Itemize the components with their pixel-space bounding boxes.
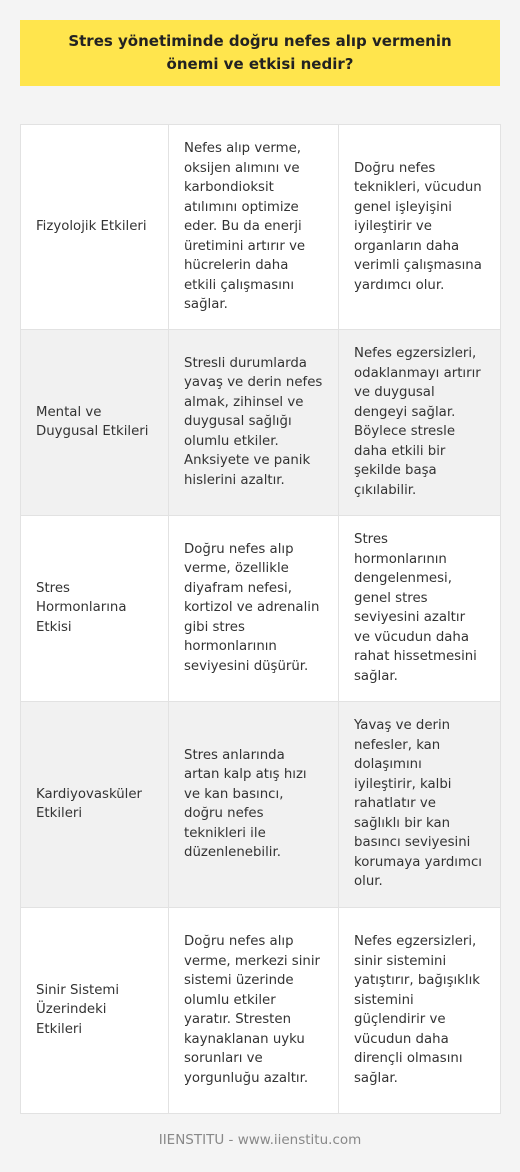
row-label: Sinir Sistemi Üzerindeki Etkileri — [21, 907, 169, 1113]
row-cell: Nefes egzersizleri, odaklanmayı artırır ve duygusal dengeyi sağlar. Böylece stresle daha etkili bir şekilde başa çıkılabilir. — [339, 329, 501, 515]
table-row — [21, 329, 501, 515]
row-cell: Doğru nefes teknikleri, vücudun genel işleyişini iyileştirir ve organların daha verimli çalışmasına yardımcı olur. — [339, 125, 501, 330]
info-table — [20, 124, 501, 1114]
table-row — [21, 907, 501, 1113]
title-banner — [20, 20, 500, 86]
table-row — [21, 125, 501, 330]
row-label: Kardiyovasküler Etkileri — [21, 701, 169, 907]
row-cell: Doğru nefes alıp verme, merkezi sinir sistemi üzerinde olumlu etkiler yaratır. Stresten kaynaklanan uyku sorunları ve yorgunluğu azaltır. — [169, 907, 339, 1113]
table-row — [21, 701, 501, 907]
row-cell: Nefes alıp verme, oksijen alımını ve karbondioksit atılımını optimize eder. Bu da enerji üretimini artırır ve hücrelerin daha etkili çalışmasını sağlar. — [169, 125, 339, 330]
row-cell: Stres hormonlarının dengelenmesi, genel stres seviyesini azaltır ve vücudun daha rahat hissetmesini sağlar. — [339, 515, 501, 701]
page-title: Stres yönetiminde doğru nefes alıp vermenin önemi ve etkisi nedir? — [68, 32, 452, 73]
row-cell: Stresli durumlarda yavaş ve derin nefes almak, zihinsel ve duygusal sağlığı olumlu etkiler. Anksiyete ve panik hislerini azaltır. — [169, 329, 339, 515]
row-label: Stres Hormonlarına Etkisi — [21, 515, 169, 701]
row-cell: Doğru nefes alıp verme, özellikle diyafram nefesi, kortizol ve adrenalin gibi stres hormonlarının seviyesini düşürür. — [169, 515, 339, 701]
footer-text: IIENSTITU - www.iienstitu.com — [158, 1132, 362, 1148]
row-cell: Yavaş ve derin nefesler, kan dolaşımını iyileştirir, kalbi rahatlatır ve sağlıklı bir kan basıncı seviyesini korumaya yardımcı olur. — [339, 701, 501, 907]
table-row — [21, 515, 501, 701]
row-label: Mental ve Duygusal Etkileri — [21, 329, 169, 515]
row-cell: Nefes egzersizleri, sinir sistemini yatıştırır, bağışıklık sistemini güçlendirir ve vücudun daha dirençli olmasını sağlar. — [339, 907, 501, 1113]
row-label: Fizyolojik Etkileri — [21, 125, 169, 330]
row-cell: Stres anlarında artan kalp atış hızı ve kan basıncı, doğru nefes teknikleri ile düzenlenebilir. — [169, 701, 339, 907]
